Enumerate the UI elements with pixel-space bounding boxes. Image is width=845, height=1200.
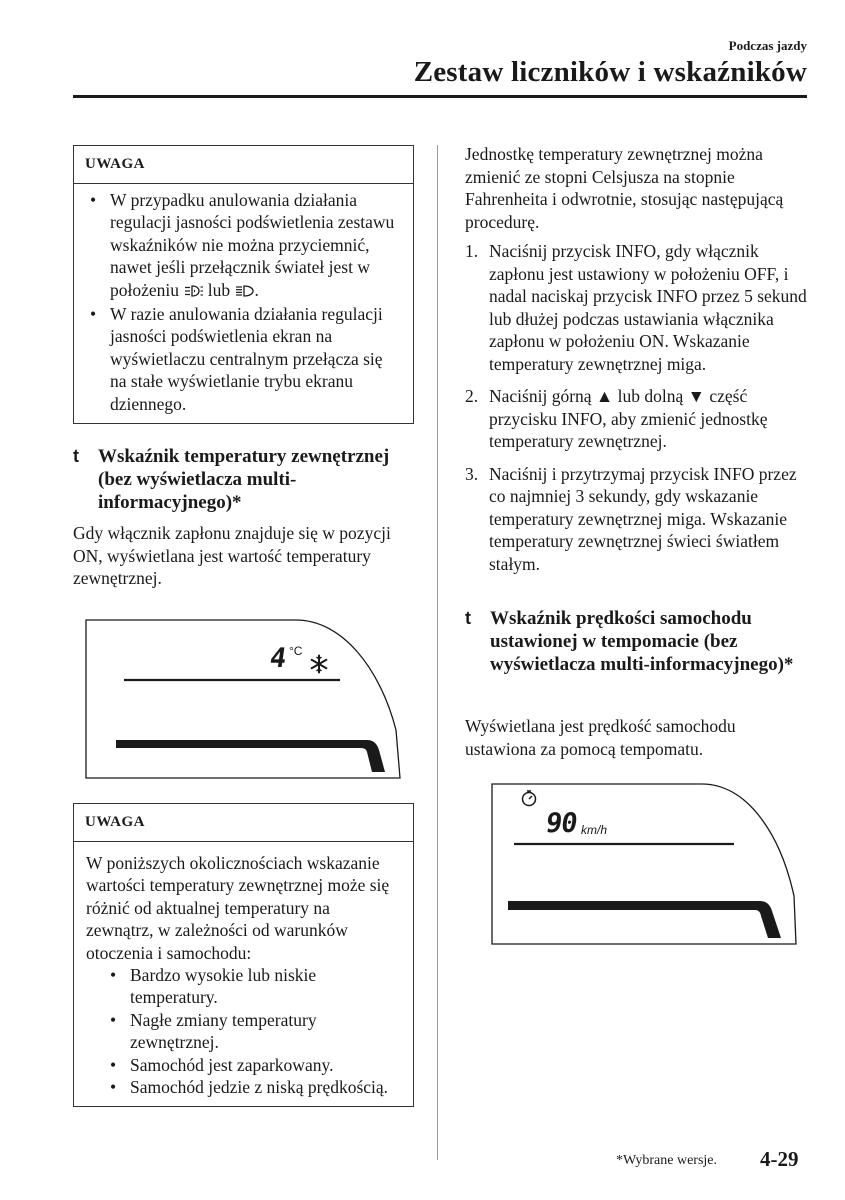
cruise-speed-display-illustration	[490, 780, 800, 948]
note-body	[74, 842, 413, 1106]
temperature-display-illustration	[84, 616, 404, 782]
note-list-item: • Nagłe zmiany temperatury zewnętrznej.	[106, 1009, 401, 1054]
section-label: Podczas jazdy	[728, 38, 807, 53]
note-list-item: • Samochód jest zaparkowany.	[106, 1054, 401, 1076]
section-marker: t	[465, 608, 471, 628]
section-heading-text: Wskaźnik prędkości samochodu ustawionej w tempomacie (bez wyświetlacza multi-informacyjnego)*	[490, 608, 794, 675]
note-box-2	[73, 803, 414, 1107]
front-fog-light-icon	[183, 281, 203, 303]
note-bullet-connector: lub	[207, 279, 231, 300]
headlight-icon	[235, 281, 255, 303]
note-list-item: • Bardzo wysokie lub niskie temperatury.	[106, 964, 401, 1009]
step-number: 3.	[465, 463, 479, 484]
section-heading	[73, 445, 413, 514]
step-text: Naciśnij i przytrzymaj przycisk INFO przez co najmniej 3 sekundy, gdy wskazanie temperatury zewnętrznej miga. Wskazanie temperatury zewnętrznej świeci światłem stałym.	[489, 463, 797, 574]
note-intro: W poniższych okolicznościach wskazanie wartości temperatury zewnętrznej może się różnić od aktualnej temperatury na zewnątrz, w zależności od warunków otoczenia i samochodu:	[86, 853, 390, 963]
paragraph: Wyświetlana jest prędkość samochodu ustawiona za pomocą tempomatu.	[465, 716, 736, 759]
snowflake-icon	[309, 654, 329, 679]
page-number: 4-29	[760, 1147, 799, 1171]
note-box-1	[73, 145, 414, 424]
down-arrow-icon: ▼	[687, 386, 705, 406]
step-item	[465, 385, 807, 453]
step-text: Naciśnij górną	[489, 386, 592, 406]
cruise-speedometer-icon	[520, 789, 538, 812]
column-divider	[437, 145, 438, 1160]
paragraph: Gdy włącznik zapłonu znajduje się w pozycji ON, wyświetlana jest wartość temperatury zewnętrznej.	[73, 523, 391, 588]
up-arrow-icon: ▲	[595, 386, 614, 406]
title-rule	[73, 95, 807, 98]
procedure-steps	[465, 240, 807, 585]
note-label: UWAGA	[74, 146, 413, 184]
step-text: lub dolną	[617, 386, 684, 406]
step-item	[465, 240, 807, 375]
step-number: 2.	[465, 386, 479, 406]
step-number: 1.	[465, 241, 479, 261]
section-heading	[465, 607, 807, 676]
step-text: Naciśnij przycisk INFO, gdy włącznik zapłonu jest ustawiony w położeniu OFF, i nadal naciskaj przycisk INFO przez 5 sekund lub dłużej podczas ustawiania włącznika zapłonu w położeniu ON. Wskazanie temperatury zewnętrznej miga.	[489, 241, 807, 374]
cruise-speed-unit: km/h	[581, 823, 608, 837]
temperature-value: 4	[267, 643, 289, 674]
cruise-speed-value: 90	[543, 808, 579, 839]
note-bullet	[86, 189, 401, 303]
temperature-unit: °C	[289, 644, 303, 658]
step-item	[465, 463, 807, 576]
section-marker: t	[73, 446, 79, 466]
note-bullet-text: W przypadku anulowania działania regulacji jasności podświetlenia zestawu wskaźników nie można przyciemnić, nawet jeśli przełącznik świateł jest w położeniu	[110, 190, 395, 300]
note-body	[74, 184, 413, 423]
note-bullet: • W razie anulowania działania regulacji jasności podświetlenia ekran na wyświetlaczu centralnym przełącza się na stałe wyświetlanie trybu ekranu dziennego.	[86, 303, 401, 415]
note-list-item: • Samochód jedzie z niską prędkością.	[106, 1076, 401, 1098]
paragraph: Jednostkę temperatury zewnętrznej można zmienić ze stopni Celsjusza na stopnie Fahrenheita i odwrotnie, stosując następującą procedurę.	[465, 144, 784, 232]
step-text: część przycisku INFO, aby zmienić jednostkę temperatury zewnętrznej.	[489, 386, 768, 451]
note-label: UWAGA	[74, 804, 413, 842]
page-title: Zestaw liczników i wskaźników	[413, 56, 807, 88]
footnote: *Wybrane wersje.	[616, 1153, 718, 1168]
section-heading-text: Wskaźnik temperatury zewnętrznej (bez wyświetlacza multi-informacyjnego)*	[98, 446, 390, 513]
note-bullet-end: .	[254, 279, 259, 300]
